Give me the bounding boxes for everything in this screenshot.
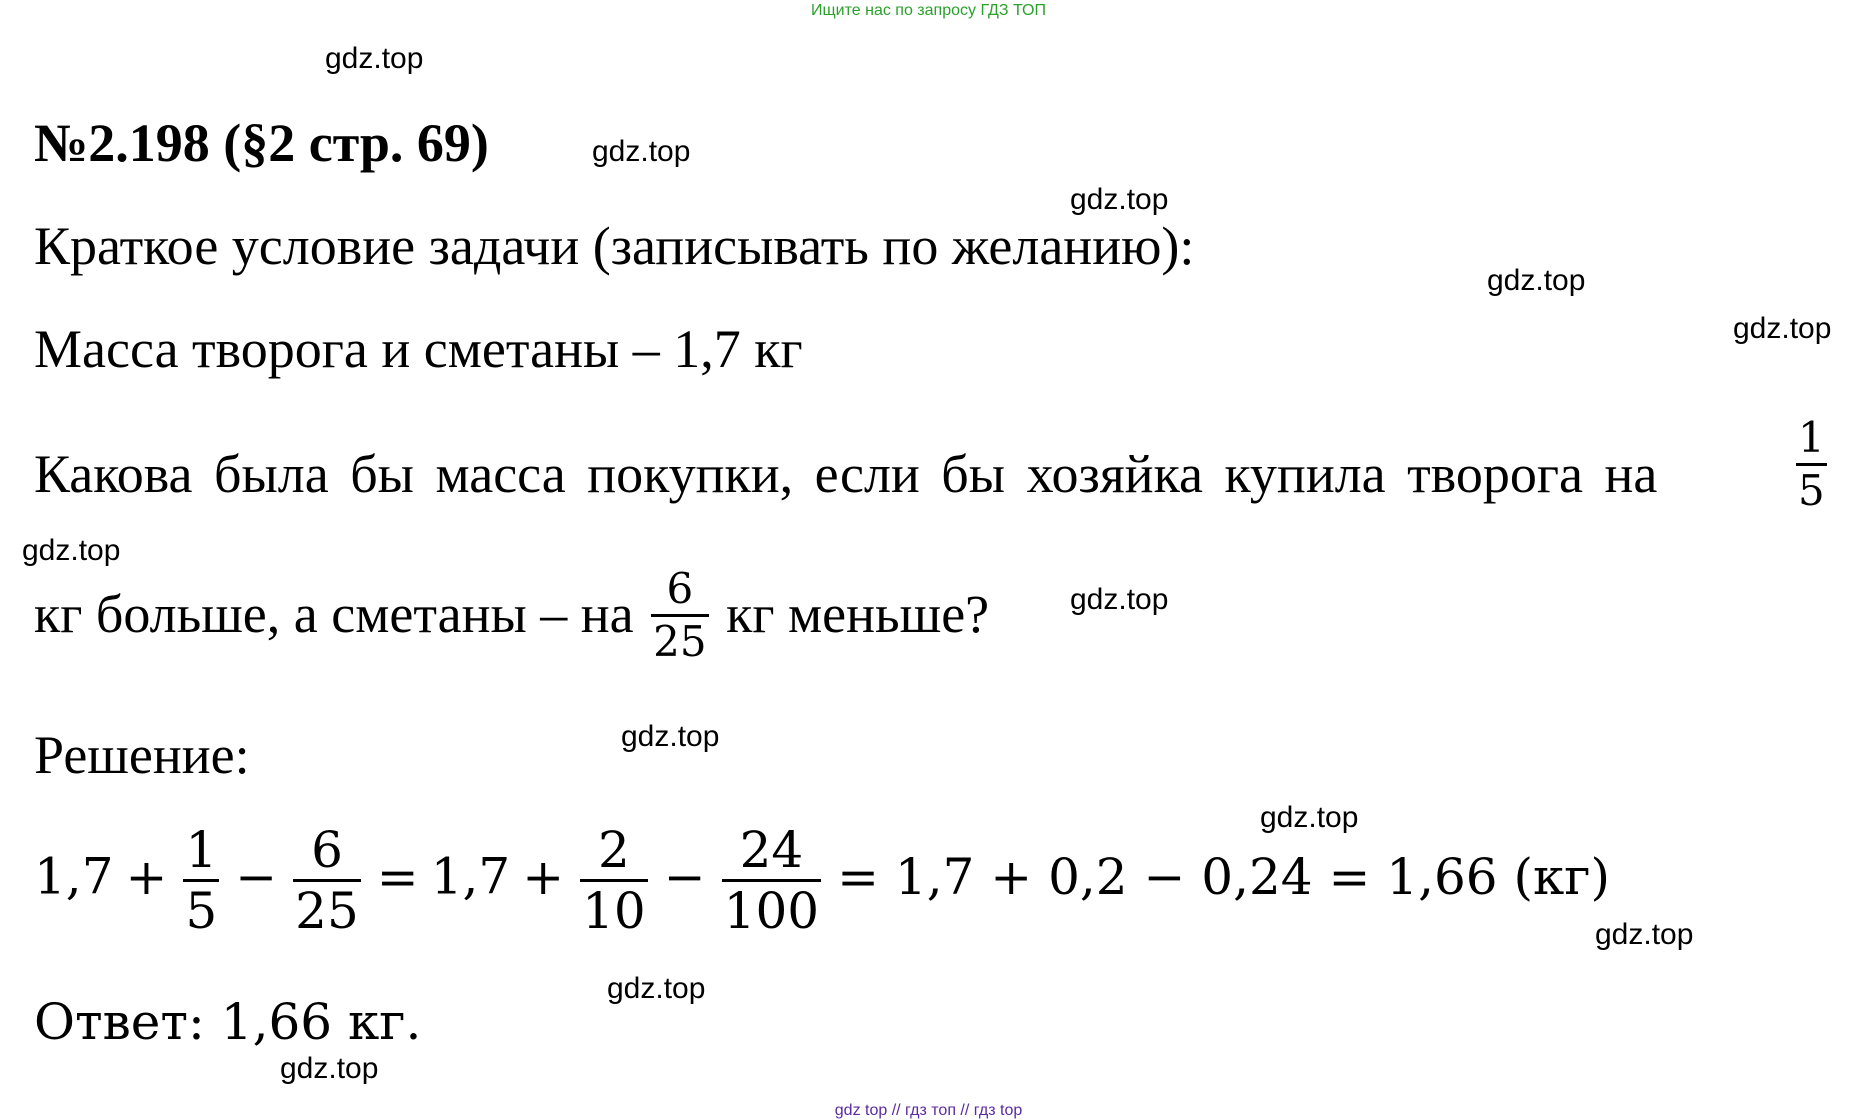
question-line-2	[34, 564, 990, 667]
eq-operator: −	[663, 847, 706, 906]
eq-operator: −	[235, 847, 278, 906]
watermark: gdz.top	[22, 534, 121, 567]
fraction-numerator: 2	[598, 821, 630, 879]
eq-operator: =	[376, 847, 419, 906]
condition-heading: Краткое условие задачи (записывать по желанию):	[34, 216, 1195, 276]
condition-line: Масса творога и сметаны – 1,7 кг	[34, 319, 803, 379]
fraction-denominator: 25	[653, 617, 707, 666]
watermark: gdz.top	[1487, 264, 1586, 297]
fraction-denominator: 25	[295, 882, 359, 940]
eq-fraction	[183, 821, 219, 940]
question-line-1: Какова была бы масса покупки, если бы хозяйка купила творога на	[34, 444, 1658, 504]
eq-fraction	[722, 821, 821, 940]
eq-term: 1,7	[430, 847, 511, 906]
watermark: gdz.top	[621, 720, 720, 753]
solution-heading: Решение:	[34, 725, 250, 785]
eq-tail: = 1,7 + 0,2 − 0,24 = 1,66 (кг)	[837, 847, 1610, 906]
bottom-banner: gdz top // гдз топ // гдз top	[834, 1102, 1023, 1119]
eq-term: 1,7	[34, 847, 114, 906]
watermark: gdz.top	[1595, 918, 1694, 951]
page-title: №2.198 (§2 стр. 69)	[34, 113, 489, 173]
fraction-numerator: 1	[185, 821, 218, 879]
fraction-numerator: 1	[1798, 413, 1825, 462]
top-banner: Ищите нас по запросу ГДЗ ТОП	[811, 2, 1046, 19]
eq-operator: +	[522, 847, 565, 906]
solution-equation	[34, 821, 1610, 940]
fraction-denominator: 10	[582, 882, 646, 940]
fraction-numerator: 24	[739, 821, 804, 879]
question-fraction-2	[651, 564, 708, 666]
question-text-2b: кг меньше?	[726, 583, 990, 644]
watermark: gdz.top	[1070, 183, 1169, 216]
fraction-numerator: 6	[311, 821, 343, 879]
eq-operator: +	[125, 847, 168, 906]
watermark: gdz.top	[280, 1052, 379, 1085]
watermark: gdz.top	[325, 42, 424, 75]
question-fraction-1	[1792, 413, 1831, 515]
question-text-2a: кг больше, а сметаны – на	[34, 583, 634, 644]
watermark: gdz.top	[592, 135, 691, 168]
fraction-denominator: 5	[1798, 466, 1825, 515]
watermark: gdz.top	[1260, 801, 1359, 834]
watermark: gdz.top	[1733, 312, 1832, 345]
watermark: gdz.top	[1070, 583, 1169, 616]
fraction-denominator: 100	[723, 882, 820, 940]
watermark: gdz.top	[607, 972, 706, 1005]
eq-fraction	[293, 821, 361, 940]
fraction-numerator: 6	[666, 564, 694, 613]
fraction-denominator: 5	[185, 882, 218, 940]
answer: Ответ: 1,66 кг.	[34, 993, 422, 1051]
eq-fraction	[580, 821, 648, 940]
